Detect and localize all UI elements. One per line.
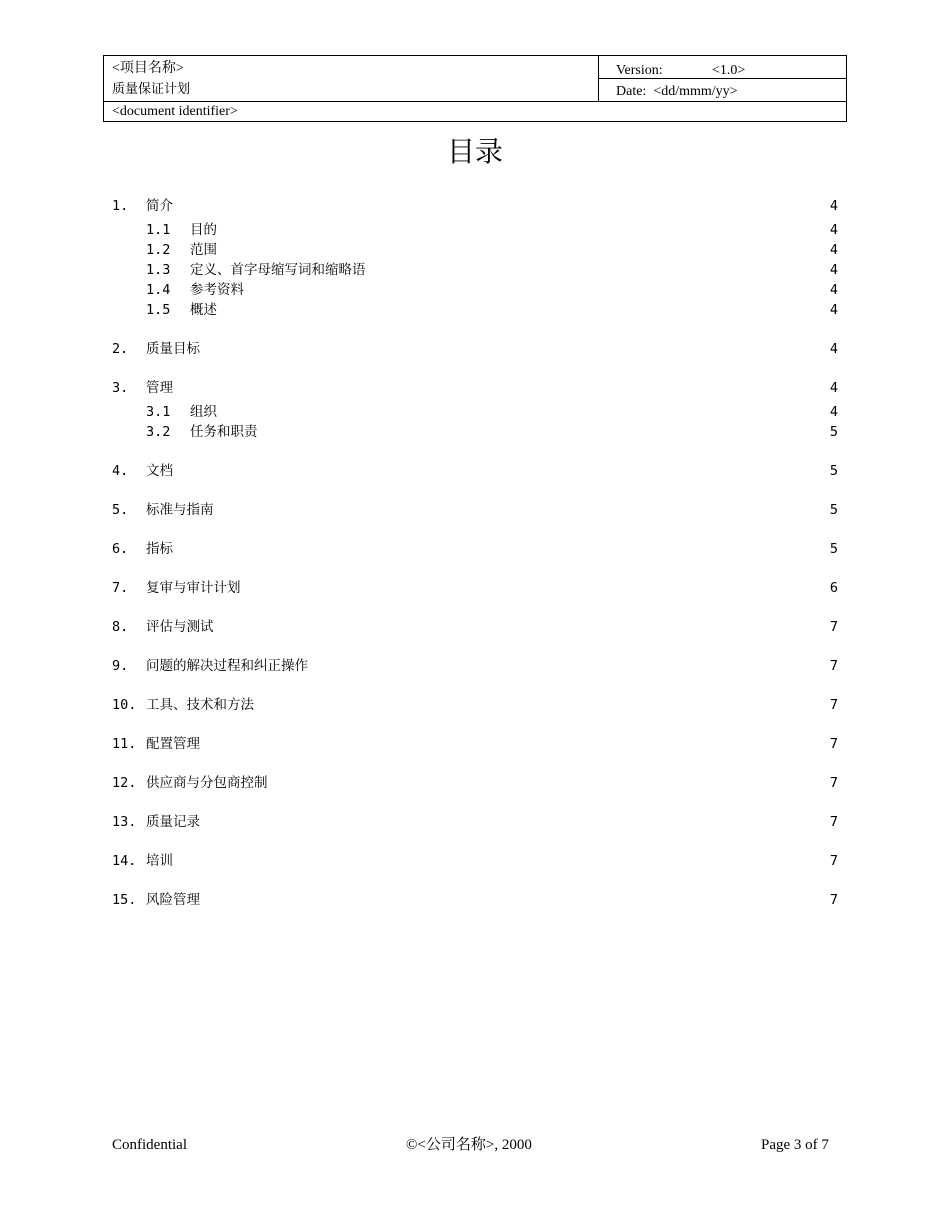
footer-page-number: Page 3 of 7	[761, 1137, 829, 1153]
toc-entry-page: 4	[829, 282, 838, 298]
toc-entry-label: 定义、首字母缩写词和缩略语	[190, 262, 366, 278]
toc-entry-label: 质量目标	[146, 341, 200, 357]
toc-entry-label: 指标	[146, 541, 173, 557]
toc-subentry[interactable]	[112, 260, 838, 280]
toc-subentry[interactable]	[112, 300, 838, 320]
toc-entry-label: 培训	[146, 853, 173, 869]
toc-subentry[interactable]	[112, 220, 838, 240]
toc-entry-label: 任务和职责	[190, 424, 258, 440]
toc-entry[interactable]	[112, 812, 838, 832]
toc-entry-page: 4	[829, 198, 838, 214]
toc-entry-label: 评估与测试	[146, 619, 214, 635]
toc-entry[interactable]	[112, 695, 838, 715]
toc-entry-label: 工具、技术和方法	[146, 697, 254, 713]
toc-entry-number: 1.3	[146, 262, 171, 278]
toc-entry-label: 标准与指南	[146, 502, 214, 518]
toc-entry[interactable]	[112, 500, 838, 520]
toc-entry-label: 复审与审计计划	[146, 580, 241, 596]
toc-entry-page: 5	[829, 541, 838, 557]
toc-entry-page: 7	[829, 619, 838, 635]
version-value: <1.0>	[712, 63, 746, 78]
toc-entry-number: 1.5	[146, 302, 171, 318]
toc-entry[interactable]	[112, 196, 838, 216]
toc-entry-label: 范围	[190, 242, 217, 258]
toc-entry-label: 组织	[190, 404, 217, 420]
toc-entry-number: 3.1	[146, 404, 171, 420]
toc-entry-number: 2.	[112, 341, 129, 357]
toc-entry-page: 7	[829, 697, 838, 713]
toc-entry-label: 配置管理	[146, 736, 200, 752]
footer-confidential: Confidential	[112, 1137, 187, 1153]
toc-entry-page: 4	[829, 262, 838, 278]
toc-entry-page: 7	[829, 814, 838, 830]
toc-entry-page: 5	[829, 463, 838, 479]
toc-entry[interactable]	[112, 773, 838, 793]
toc-entry-number: 5.	[112, 502, 129, 518]
toc-title: 目录	[446, 135, 503, 168]
toc-entry-number: 11.	[112, 736, 137, 752]
toc-entry-page: 7	[829, 853, 838, 869]
document-identifier: <document identifier>	[112, 104, 238, 119]
toc-entry-number: 3.	[112, 380, 129, 396]
toc-entry-number: 1.	[112, 198, 129, 214]
toc-entry-number: 15.	[112, 892, 137, 908]
toc-entry-number: 1.1	[146, 222, 171, 238]
project-name: <项目名称>	[112, 61, 184, 76]
footer-copyright: ©<公司名称>, 2000	[406, 1137, 532, 1153]
toc-entry-label: 简介	[146, 198, 173, 214]
toc-entry-number: 1.2	[146, 242, 171, 258]
toc-entry-number: 9.	[112, 658, 129, 674]
toc-entry-page: 7	[829, 892, 838, 908]
toc-entry-number: 4.	[112, 463, 129, 479]
toc-entry-label: 供应商与分包商控制	[146, 775, 268, 791]
toc-entry[interactable]	[112, 734, 838, 754]
toc-entry-label: 目的	[190, 222, 217, 238]
toc-entry-number: 13.	[112, 814, 137, 830]
toc-entry-page: 4	[829, 242, 838, 258]
table-of-contents	[112, 196, 838, 914]
toc-entry[interactable]	[112, 578, 838, 598]
toc-entry-number: 10.	[112, 697, 137, 713]
toc-entry[interactable]	[112, 851, 838, 871]
toc-entry-label: 参考资料	[190, 282, 244, 298]
toc-entry-page: 4	[829, 302, 838, 318]
toc-entry-number: 6.	[112, 541, 129, 557]
toc-entry[interactable]	[112, 617, 838, 637]
toc-entry-page: 7	[829, 736, 838, 752]
toc-entry-page: 4	[829, 380, 838, 396]
document-header-table	[103, 55, 847, 122]
toc-entry-page: 4	[829, 341, 838, 357]
version-label: Version:	[616, 63, 663, 78]
toc-entry-label: 风险管理	[146, 892, 200, 908]
toc-entry[interactable]	[112, 378, 838, 398]
toc-entry-label: 质量记录	[146, 814, 200, 830]
toc-entry[interactable]	[112, 656, 838, 676]
toc-entry-page: 5	[829, 502, 838, 518]
toc-entry-page: 5	[829, 424, 838, 440]
toc-entry-number: 1.4	[146, 282, 171, 298]
toc-subentry[interactable]	[112, 280, 838, 300]
toc-entry-page: 7	[829, 775, 838, 791]
toc-entry-number: 12.	[112, 775, 137, 791]
toc-entry-label: 管理	[146, 380, 173, 396]
toc-entry[interactable]	[112, 539, 838, 559]
toc-entry-page: 4	[829, 404, 838, 420]
toc-entry-number: 14.	[112, 853, 137, 869]
document-title: 质量保证计划	[112, 82, 191, 97]
toc-entry[interactable]	[112, 890, 838, 910]
header-divider-vertical	[598, 56, 599, 102]
toc-subentry[interactable]	[112, 240, 838, 260]
toc-subentry[interactable]	[112, 402, 838, 422]
date-field: Date: <dd/mmm/yy>	[616, 84, 738, 99]
toc-entry-page: 6	[829, 580, 838, 596]
toc-entry[interactable]	[112, 339, 838, 359]
toc-subentry[interactable]	[112, 422, 838, 442]
toc-entry-label: 文档	[146, 463, 173, 479]
toc-entry-page: 4	[829, 222, 838, 238]
toc-entry-label: 概述	[190, 302, 217, 318]
toc-entry-number: 7.	[112, 580, 129, 596]
toc-entry-number: 3.2	[146, 424, 171, 440]
toc-entry[interactable]	[112, 461, 838, 481]
toc-entry-number: 8.	[112, 619, 129, 635]
toc-entry-label: 问题的解决过程和纠正操作	[146, 658, 308, 674]
toc-entry-page: 7	[829, 658, 838, 674]
